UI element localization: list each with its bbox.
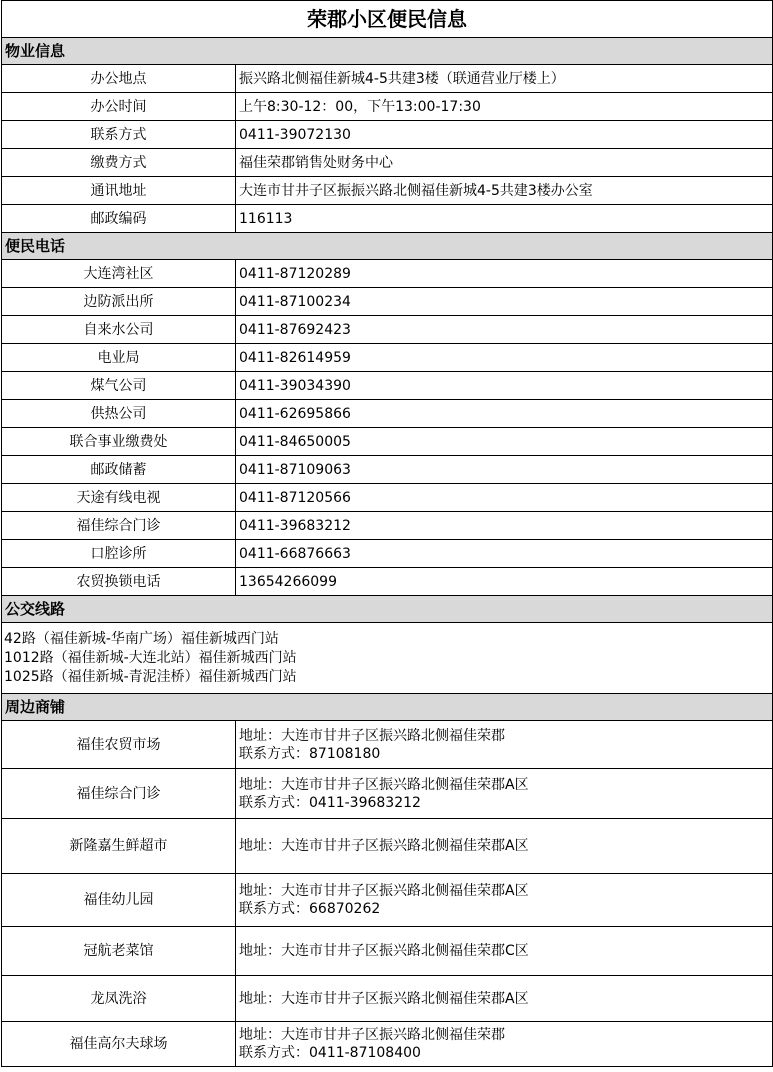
property-info-row — [2, 93, 773, 121]
phone-label: 邮政储蓄 — [2, 456, 236, 484]
phone-row — [2, 372, 773, 400]
phone-row — [2, 428, 773, 456]
property-info-value: 0411-39072130 — [236, 121, 773, 149]
phone-value: 0411-39683212 — [236, 512, 773, 540]
shop-address: 地址：大连市甘井子区振兴路北侧福佳荣郡A区 — [239, 838, 529, 854]
bus-line: 42路（福佳新城-华南广场）福佳新城西门站 — [4, 630, 279, 647]
section-header-shops — [2, 694, 773, 721]
phone-value: 13654266099 — [236, 568, 773, 596]
phone-label: 联合事业缴费处 — [2, 428, 236, 456]
phone-value: 0411-87120566 — [236, 484, 773, 512]
property-info-value: 上午8:30-12：00，下午13:00-17:30 — [236, 93, 773, 121]
phone-value: 0411-87109063 — [236, 456, 773, 484]
shop-address: 地址：大连市甘井子区振兴路北侧福佳荣郡A区 — [239, 776, 529, 793]
bus-line: 1012路（福佳新城-大连北站）福佳新城西门站 — [4, 649, 297, 666]
property-info-label: 缴费方式 — [2, 149, 236, 177]
phone-label: 口腔诊所 — [2, 540, 236, 568]
property-info-value: 振兴路北侧福佳新城4-5共建3楼（联通营业厅楼上） — [236, 65, 773, 93]
property-info-row — [2, 205, 773, 233]
phone-value: 0411-87692423 — [236, 316, 773, 344]
shop-rows — [2, 721, 773, 1067]
shop-name: 福佳农贸市场 — [2, 721, 236, 769]
phone-label: 电业局 — [2, 344, 236, 372]
property-info-row — [2, 149, 773, 177]
shop-address: 地址：大连市甘井子区振兴路北侧福佳荣郡 — [239, 727, 505, 744]
shop-details — [236, 874, 773, 927]
shop-row — [2, 819, 773, 874]
phone-row — [2, 400, 773, 428]
shop-name: 冠航老菜馆 — [2, 927, 236, 976]
shop-row — [2, 721, 773, 769]
phone-row — [2, 540, 773, 568]
phone-label: 边防派出所 — [2, 288, 236, 316]
bus-lines-row — [2, 623, 773, 694]
shop-row — [2, 976, 773, 1022]
shop-name: 新隆嘉生鲜超市 — [2, 819, 236, 874]
property-info-value: 福佳荣郡销售处财务中心 — [236, 149, 773, 177]
phone-label: 供热公司 — [2, 400, 236, 428]
shop-contact: 联系方式：87108180 — [239, 745, 381, 762]
phone-label: 天途有线电视 — [2, 484, 236, 512]
phone-value: 0411-82614959 — [236, 344, 773, 372]
phone-row — [2, 260, 773, 288]
phone-value: 0411-87120289 — [236, 260, 773, 288]
property-info-label: 办公地点 — [2, 65, 236, 93]
phone-value: 0411-62695866 — [236, 400, 773, 428]
shop-address: 地址：大连市甘井子区振兴路北侧福佳荣郡A区 — [239, 883, 529, 899]
phone-label: 煤气公司 — [2, 372, 236, 400]
shop-row — [2, 769, 773, 819]
property-rows — [2, 65, 773, 233]
section-header-bus — [2, 596, 773, 623]
phone-row — [2, 288, 773, 316]
shop-name: 龙凤洗浴 — [2, 976, 236, 1022]
bus-line: 1025路（福佳新城-青泥洼桥）福佳新城西门站 — [4, 668, 297, 685]
phone-value: 0411-66876663 — [236, 540, 773, 568]
phone-row — [2, 456, 773, 484]
section-header-property — [2, 38, 773, 65]
phone-row — [2, 484, 773, 512]
shop-name: 福佳幼儿园 — [2, 874, 236, 927]
section-title-phones: 便民电话 — [2, 233, 773, 260]
section-header-phones — [2, 233, 773, 260]
phone-rows — [2, 260, 773, 596]
shop-details — [236, 721, 773, 769]
property-info-label: 联系方式 — [2, 121, 236, 149]
shop-details — [236, 819, 773, 874]
property-info-row — [2, 121, 773, 149]
section-title-property: 物业信息 — [2, 38, 773, 65]
property-info-row — [2, 65, 773, 93]
shop-contact: 联系方式：0411-39683212 — [239, 794, 421, 811]
shop-details — [236, 927, 773, 976]
property-info-value: 大连市甘井子区振振兴路北侧福佳新城4-5共建3楼办公室 — [236, 177, 773, 205]
phone-row — [2, 512, 773, 540]
shop-contact: 联系方式：66870262 — [239, 901, 381, 917]
phone-label: 大连湾社区 — [2, 260, 236, 288]
title-row — [2, 1, 773, 38]
shop-name: 福佳高尔夫球场 — [2, 1022, 236, 1067]
section-title-shops: 周边商铺 — [2, 694, 773, 721]
phone-label: 自来水公司 — [2, 316, 236, 344]
shop-details — [236, 1022, 773, 1067]
phone-value: 0411-87100234 — [236, 288, 773, 316]
shop-address: 地址：大连市甘井子区振兴路北侧福佳荣郡 — [239, 1027, 505, 1043]
page-title: 荣郡小区便民信息 — [2, 1, 773, 38]
shop-address: 地址：大连市甘井子区振兴路北侧福佳荣郡A区 — [239, 990, 529, 1007]
phone-label: 福佳综合门诊 — [2, 512, 236, 540]
property-info-row — [2, 177, 773, 205]
property-info-label: 邮政编码 — [2, 205, 236, 233]
shop-address: 地址：大连市甘井子区振兴路北侧福佳荣郡C区 — [239, 943, 529, 959]
shop-details — [236, 976, 773, 1022]
shop-name: 福佳综合门诊 — [2, 769, 236, 819]
shop-row — [2, 927, 773, 976]
property-info-label: 办公时间 — [2, 93, 236, 121]
phone-row — [2, 344, 773, 372]
phone-value: 0411-84650005 — [236, 428, 773, 456]
phone-row — [2, 568, 773, 596]
property-info-label: 通讯地址 — [2, 177, 236, 205]
info-table — [1, 0, 773, 1067]
shop-details — [236, 769, 773, 819]
section-title-bus: 公交线路 — [2, 596, 773, 623]
shop-row — [2, 1022, 773, 1067]
shop-contact: 联系方式：0411-87108400 — [239, 1045, 421, 1061]
property-info-value: 116113 — [236, 205, 773, 233]
phone-row — [2, 316, 773, 344]
shop-row — [2, 874, 773, 927]
phone-value: 0411-39034390 — [236, 372, 773, 400]
bus-lines — [2, 623, 773, 694]
phone-label: 农贸换锁电话 — [2, 568, 236, 596]
